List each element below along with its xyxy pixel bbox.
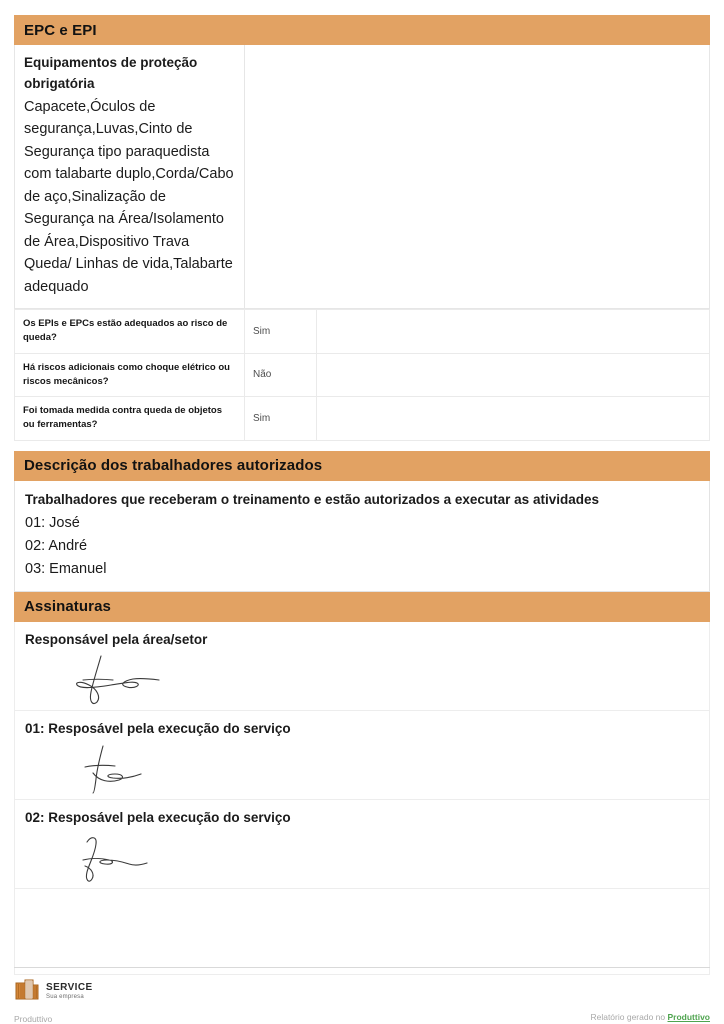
section-header-workers	[14, 451, 710, 481]
signature-block-empty	[14, 889, 710, 975]
signature-image	[67, 652, 699, 707]
question-label: Os EPIs e EPCs estão adequados ao risco de queda?	[15, 310, 245, 354]
section-title: Assinaturas	[24, 598, 111, 616]
signature-image	[67, 830, 699, 885]
footer-generated-by	[590, 1012, 710, 1024]
list-item: 01: José	[25, 515, 80, 532]
section-header-epc-epi	[14, 15, 710, 45]
signature-block-area-responsible	[14, 622, 710, 711]
workers-body	[14, 481, 710, 592]
signature-label: 02: Resposável pela execução do serviço	[25, 809, 291, 825]
question-note	[317, 353, 710, 397]
signature-block-executor-02	[14, 800, 710, 889]
table-row	[15, 397, 710, 441]
question-answer: Sim	[245, 397, 317, 441]
question-answer: Sim	[245, 310, 317, 354]
question-label: Há riscos adicionais como choque elétrico ou riscos mecânicos?	[15, 353, 245, 397]
questions-table	[14, 309, 710, 441]
footer-left	[14, 977, 93, 1024]
signature-block-executor-01	[14, 711, 710, 800]
section-header-signatures	[14, 592, 710, 622]
generated-prefix: Relatório gerado no	[590, 1012, 668, 1022]
list-item: 02: André	[25, 538, 88, 555]
equipment-label: Equipamentos de proteção obrigatória	[24, 55, 198, 91]
section-title: Descrição dos trabalhadores autorizados	[24, 457, 323, 475]
table-row	[15, 310, 710, 354]
workers-heading: Trabalhadores que receberam o treinamento e estão autorizados a executar as atividades	[25, 491, 599, 507]
signature-label: 01: Resposável pela execução do serviço	[25, 720, 291, 736]
equipment-value: Capacete,Óculos de segurança,Luvas,Cinto de Segurança tipo paraquedista com talabarte duplo,Corda/Cabo de aço,Sinalização de Segurança na Área/Isolamento de Área,Dispositivo Trava Queda/ Linhas de vida,Talabarte adequado	[24, 98, 234, 295]
signature-label: Responsável pela área/setor	[25, 631, 208, 647]
question-label: Foi tomada medida contra queda de objetos ou ferramentas?	[15, 397, 245, 441]
signature-image	[67, 741, 699, 796]
section-title: EPC e EPI	[24, 21, 97, 39]
equipment-empty-cell	[245, 45, 709, 308]
page-footer	[14, 967, 710, 1024]
brand-name: SERVICE	[46, 981, 93, 993]
question-note	[317, 310, 710, 354]
produttivo-link[interactable]: Produttivo	[667, 1012, 710, 1022]
building-icon	[14, 977, 40, 1006]
company-logo	[14, 977, 93, 1006]
table-row	[15, 353, 710, 397]
question-note	[317, 397, 710, 441]
question-answer: Não	[245, 353, 317, 397]
brand-tagline: Sua empresa	[46, 994, 84, 1001]
brand-text	[46, 983, 93, 1001]
list-item: 03: Emanuel	[25, 560, 107, 577]
footer-note: Produttivo	[14, 1014, 53, 1024]
equipment-cell	[15, 45, 245, 308]
equipment-row	[14, 45, 710, 309]
footer-divider	[14, 967, 710, 968]
